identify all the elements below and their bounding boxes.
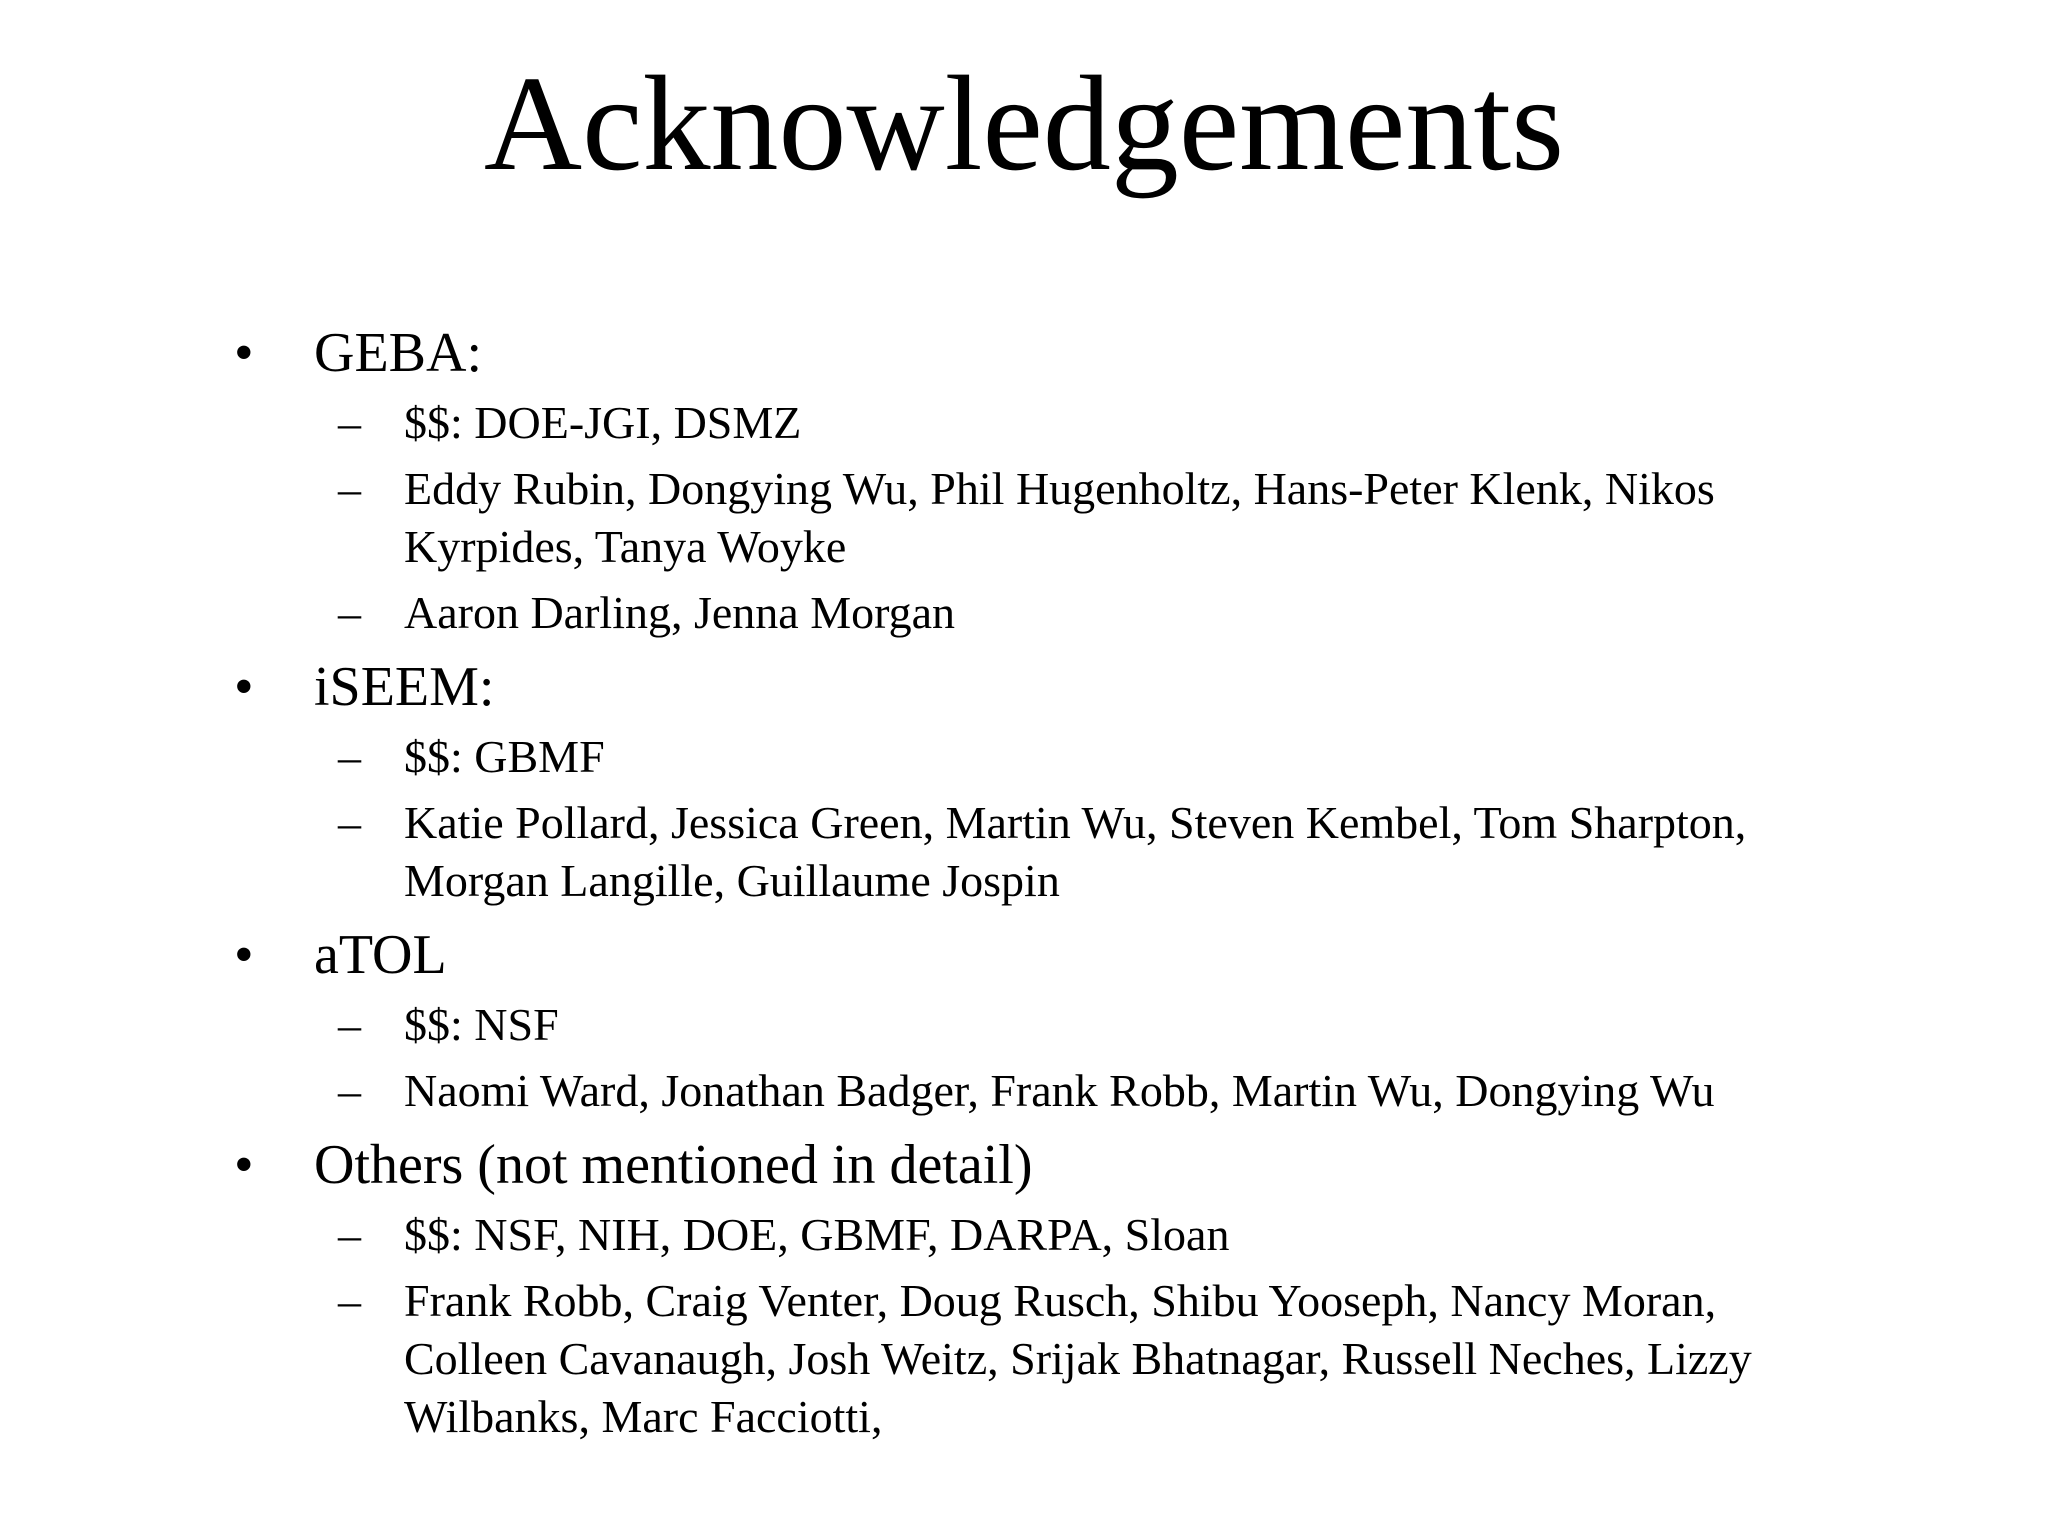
bullet-icon: • xyxy=(234,924,254,986)
dash-icon: – xyxy=(338,731,361,782)
list-item xyxy=(234,584,1834,642)
slide-title: Acknowledgements xyxy=(483,49,1565,199)
list-item-text: $$: GBMF xyxy=(404,731,605,782)
list-item-text: Aaron Darling, Jenna Morgan xyxy=(404,587,956,638)
bullet-icon: • xyxy=(234,656,254,718)
list-item-text: Frank Robb, Craig Venter, Doug Rusch, Shibu Yooseph, Nancy Moran, Colleen Cavanaugh, Josh Weitz, Srijak Bhatnagar, Russell Neches, Lizzy Wilbanks, Marc Facciotti, xyxy=(404,1275,1752,1442)
bullet-icon: • xyxy=(234,1134,254,1196)
list-item xyxy=(234,1206,1834,1264)
list-item xyxy=(234,1272,1834,1446)
list-item-text: Eddy Rubin, Dongying Wu, Phil Hugenholtz, Hans-Peter Klenk, Nikos Kyrpides, Tanya Woyke xyxy=(404,463,1715,572)
dash-icon: – xyxy=(338,999,361,1050)
section-heading-text: iSEEM: xyxy=(314,656,495,718)
list-item-text: $$: DOE-JGI, DSMZ xyxy=(404,397,802,448)
bullet-icon: • xyxy=(234,322,254,384)
list-item xyxy=(234,794,1834,910)
dash-icon: – xyxy=(338,1065,361,1116)
list-item-text: Naomi Ward, Jonathan Badger, Frank Robb, Martin Wu, Dongying Wu xyxy=(404,1065,1715,1116)
section-heading-text: aTOL xyxy=(314,924,447,986)
list-item xyxy=(234,394,1834,452)
list-item-text: $$: NSF xyxy=(404,999,559,1050)
dash-icon: – xyxy=(338,797,361,848)
list-item xyxy=(234,460,1834,576)
dash-icon: – xyxy=(338,1209,361,1260)
section-heading-geba xyxy=(234,320,1834,386)
dash-icon: – xyxy=(338,587,361,638)
list-item xyxy=(234,728,1834,786)
section-heading-atol xyxy=(234,922,1834,988)
list-item-text: Katie Pollard, Jessica Green, Martin Wu, Steven Kembel, Tom Sharpton, Morgan Langille, Guillaume Jospin xyxy=(404,797,1747,906)
list-item xyxy=(234,996,1834,1054)
list-item-text: $$: NSF, NIH, DOE, GBMF, DARPA, Sloan xyxy=(404,1209,1230,1260)
section-heading-text: GEBA: xyxy=(314,322,482,384)
dash-icon: – xyxy=(338,463,361,514)
section-heading-others xyxy=(234,1132,1834,1198)
acknowledgements-list xyxy=(234,320,1834,1446)
section-heading-text: Others (not mentioned in detail) xyxy=(314,1134,1033,1196)
section-heading-iseem xyxy=(234,654,1834,720)
list-item xyxy=(234,1062,1834,1120)
dash-icon: – xyxy=(338,397,361,448)
dash-icon: – xyxy=(338,1275,361,1326)
